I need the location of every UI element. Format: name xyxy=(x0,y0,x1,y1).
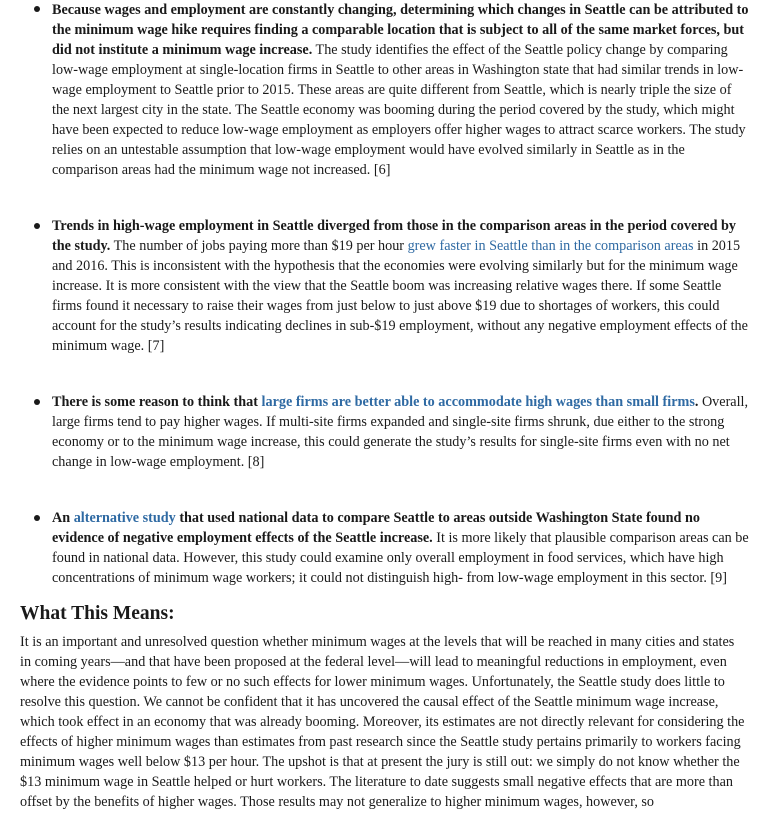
bullet-dot xyxy=(34,223,40,229)
bullet-lead: Because wages and employment are constantly changing, determining which changes in Seattle can be attributed to the minimum wage hike requires finding a comparable location that is subject to all of the same market forces, but did not institute a minimum wage increase. xyxy=(52,2,749,58)
list-item xyxy=(0,0,763,180)
section-paragraph: It is an important and unresolved question whether minimum wages at the levels that will be reached in many cities and states in coming years—and that have been proposed at the federal level—will lead to meaningful reductions in employment, even where the evidence points to few or no such effects for lower minimum wages. Unfortunately, the Seattle study does little to resolve this question. We cannot be confident that it has uncovered the causal effect of the Seattle minimum wage increase, which took effect in an economy that was already booming. Moreover, its estimates are not directly relevant for considering the effects of higher minimum wages than estimates from past research since the Seattle study pertains primarily to workers facing minimum wages well below $13 per hour. The upshot is that at present the jury is still out: we simply do not know whether the $13 minimum wage in Seattle helped or hurt workers. The literature to date suggests small negative effects that are more than offset by the benefits of higher wages. Those results may not generalize to higher minimum wages, however, so xyxy=(20,634,745,810)
bullet-text-after-link: in 2015 and 2016. This is inconsistent with the hypothesis that the economies were evolving similarly but for the minimum wage increase. It is more consistent with the view that the Seattle boom was increasing relative wages there. If some Seattle firms found it necessary to raise their wages from just below to just above $19 due to shortages of workers, this could account for the study’s results indicating declines in sub-$19 employment, without any negative employment effects of the minimum wage. [7] xyxy=(52,238,748,354)
bullet-text-before-link: The number of jobs paying more than $19 per hour xyxy=(110,238,408,254)
bullet-lead-after-link: . xyxy=(694,394,699,410)
alternative-study-link[interactable]: alternative study xyxy=(73,510,176,526)
large-firms-link[interactable]: large firms are better able to accommodate high wages than small firms xyxy=(261,394,695,410)
list-item xyxy=(0,216,763,356)
bullet-text: Overall, large firms tend to pay higher wages. If multi-site firms expanded and single-site firms shrunk, due either to the strong economy or to the minimum wage increase, this could generate the study’s results for single-site firms even with no net change in low-wage employment. [8] xyxy=(52,394,749,470)
bullet-lead-before-link: There is some reason to think that xyxy=(52,394,262,410)
bullet-text: It is more likely that plausible comparison areas can be found in national data. However, this study could examine only overall employment in food services, which have high concentrations of minimum wage workers; it could not distinguish high- from low-wage employment in this sector. [9] xyxy=(52,530,749,586)
list-item xyxy=(0,392,763,472)
bullet-lead-after-link: that used national data to compare Seattle to areas outside Washington State found no evidence of negative employment effects of the Seattle increase. xyxy=(52,510,700,546)
bullet-text: The study identifies the effect of the Seattle policy change by comparing low-wage employment at single-location firms in Seattle to other areas in Washington state that had similar trends in low-wage employment to Seattle prior to 2015. These areas are quite different from Seattle, which is nearly triple the size of the next largest city in the state. The Seattle economy was booming during the period covered by the study, which might have been expected to reduce low-wage employment as employers offer higher wages to attract scarce workers. The study relies on an untestable assumption that low-wage employment would have evolved similarly in Seattle as in the comparison areas had the minimum wage not increased. [6] xyxy=(52,42,746,178)
bullet-dot xyxy=(34,6,40,12)
bullet-dot xyxy=(34,515,40,521)
section-heading: What This Means: xyxy=(20,603,175,624)
bullet-dot xyxy=(34,399,40,405)
list-item xyxy=(0,508,763,588)
bullet-lead: Trends in high-wage employment in Seattle diverged from those in the comparison areas in the period covered by the study. xyxy=(52,218,736,254)
seattle-growth-link[interactable]: grew faster in Seattle than in the comparison areas xyxy=(407,238,694,254)
bullet-lead-before-link: An xyxy=(52,510,74,526)
